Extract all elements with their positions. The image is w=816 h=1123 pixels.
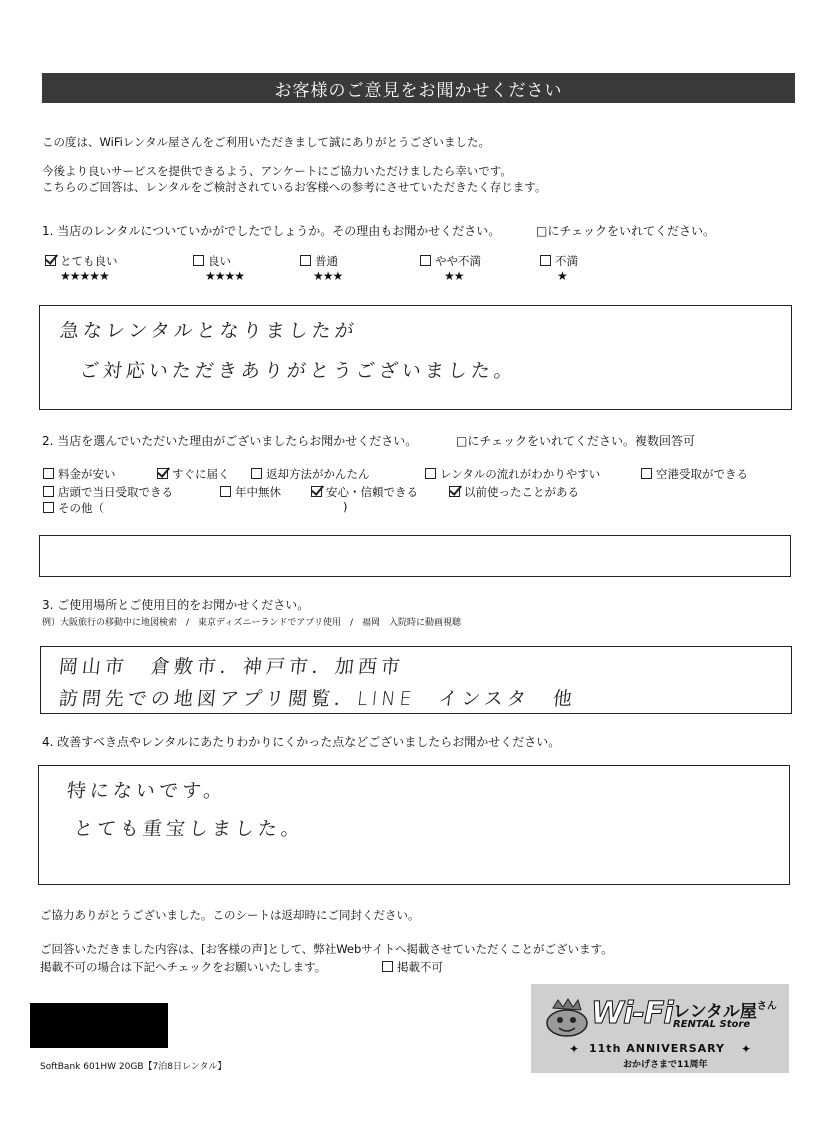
checkbox-checked-icon[interactable]: [311, 486, 322, 497]
checkbox-icon[interactable]: [43, 486, 54, 497]
logo-wifi-text: Wi-Fi: [591, 996, 673, 1031]
checkbox-icon[interactable]: [540, 255, 551, 266]
logo-store-text: RENTAL Store: [673, 1019, 751, 1030]
q3-question: 3. ご使用場所とご使用目的をお聞かせください。: [42, 598, 310, 612]
no-publish-checkbox[interactable]: 掲載不可: [382, 959, 443, 975]
q2-answer-box[interactable]: [39, 535, 791, 577]
q1-option-bad[interactable]: 不満: [540, 253, 578, 269]
q2-option-easy-return[interactable]: 返却方法がかんたん: [251, 466, 370, 482]
checkbox-icon[interactable]: [251, 468, 262, 479]
q2-instruction: □にチェックをいれてください。複数回答可: [456, 434, 695, 448]
sparkle-icon: ✦: [741, 1042, 752, 1056]
q2-option-other[interactable]: その他（: [43, 500, 104, 516]
checkbox-icon[interactable]: [193, 255, 204, 266]
checkbox-checked-icon[interactable]: [157, 468, 168, 479]
q2-question: 2. 当店を選んでいただいた理由がございましたらお聞かせください。: [42, 434, 418, 448]
q1-option-very-good[interactable]: とても良い: [45, 253, 118, 269]
q2-option-easy-flow[interactable]: レンタルの流れがわかりやすい: [425, 466, 600, 482]
sparkle-icon: ✦: [569, 1042, 580, 1056]
checkbox-icon[interactable]: [43, 468, 54, 479]
order-info: SoftBank 601HW 20GB【7泊8日レンタル】: [40, 1062, 227, 1072]
q1-answer-line-2: ご対応いただきありがとうございました。: [78, 360, 519, 382]
checkbox-icon[interactable]: [220, 486, 231, 497]
q2-option-open-all-year[interactable]: 年中無休: [220, 484, 281, 500]
checkbox-icon[interactable]: [641, 468, 652, 479]
q4-answer-line-1: 特にないです。: [65, 780, 228, 802]
rating-stars-3: ★★★: [313, 269, 343, 283]
q4-answer-box[interactable]: [38, 765, 790, 885]
logo-rental-text: レンタル屋$^{さん}$: [673, 1001, 777, 1022]
q3-answer-line-1: 岡山市 倉敷市．神戸市．加西市: [57, 656, 406, 678]
q3-example: 例）大阪旅行の移動中に地図検索 / 東京ディズニーランドでアプリ使用 / 福岡 入院時に動画視聴: [42, 618, 461, 628]
q1-answer-line-1: 急なレンタルとなりましたが: [58, 320, 359, 342]
q1-option-somewhat-bad[interactable]: やや不満: [420, 253, 481, 269]
logo-anniversary: 11th ANNIVERSARY: [589, 1042, 726, 1055]
logo-thanks: おかげさまで11周年: [623, 1060, 708, 1070]
rating-stars-2: ★★: [444, 269, 464, 283]
checkbox-icon[interactable]: [43, 502, 54, 513]
mascot-icon: [543, 998, 589, 1038]
q1-instruction: □にチェックをいれてください。: [536, 224, 715, 238]
q3-answer-line-2: 訪問先での地図アプリ閲覧．LINE インスタ 他: [57, 688, 578, 710]
checkbox-checked-icon[interactable]: [45, 255, 56, 266]
rating-stars-1: ★: [557, 269, 567, 283]
rating-stars-5: ★★★★★: [60, 269, 109, 283]
q2-option-fast-delivery[interactable]: すぐに届く: [157, 466, 230, 482]
q2-option-used-before[interactable]: 以前使ったことがある: [449, 484, 579, 500]
q2-option-store-pickup[interactable]: 店頭で当日受取できる: [43, 484, 173, 500]
publish-note-1: ご回答いただきました内容は、[お客様の声]として、弊社Webサイトへ掲載させていただくことがございます。: [40, 942, 613, 956]
q1-question: 1. 当店のレンタルについていかがでしたでしょうか。その理由もお聞かせください。: [42, 224, 501, 238]
thanks-note: ご協力ありがとうございました。このシートは返却時にご同封ください。: [40, 908, 420, 922]
checkbox-icon[interactable]: [420, 255, 431, 266]
q1-option-good[interactable]: 良い: [193, 253, 231, 269]
q2-option-cheap[interactable]: 料金が安い: [43, 466, 116, 482]
publish-note-2: 掲載不可の場合は下記へチェックをお願いいたします。: [40, 960, 327, 974]
intro-line-3: こちらのご回答は、レンタルをご検討されているお客様への参考にさせていただきたく存じます。: [42, 180, 547, 194]
checkbox-icon[interactable]: [382, 961, 393, 972]
wifi-rental-logo: [531, 984, 789, 1073]
q2-other-close: ): [343, 500, 348, 514]
q3-answer-box[interactable]: [40, 646, 792, 714]
redacted-customer-info: [30, 1003, 168, 1048]
checkbox-icon[interactable]: [425, 468, 436, 479]
q4-question: 4. 改善すべき点やレンタルにあたりわかりにくかった点などございましたらお聞かせください。: [42, 735, 561, 749]
checkbox-checked-icon[interactable]: [449, 486, 460, 497]
rating-stars-4: ★★★★: [205, 269, 245, 283]
page-title: お客様のご意見をお聞かせください: [42, 73, 795, 103]
q1-answer-box[interactable]: [39, 305, 792, 410]
q2-option-trustworthy[interactable]: 安心・信頼できる: [311, 484, 418, 500]
checkbox-icon[interactable]: [300, 255, 311, 266]
q1-option-average[interactable]: 普通: [300, 253, 338, 269]
q4-answer-line-2: とても重宝しました。: [72, 818, 306, 840]
intro-line-2: 今後より良いサービスを提供できるよう、アンケートにご協力いただけましたら幸いです。: [42, 164, 512, 178]
q2-option-airport-pickup[interactable]: 空港受取ができる: [641, 466, 748, 482]
intro-line-1: この度は、WiFiレンタル屋さんをご利用いただきまして誠にありがとうございました。: [42, 135, 491, 149]
